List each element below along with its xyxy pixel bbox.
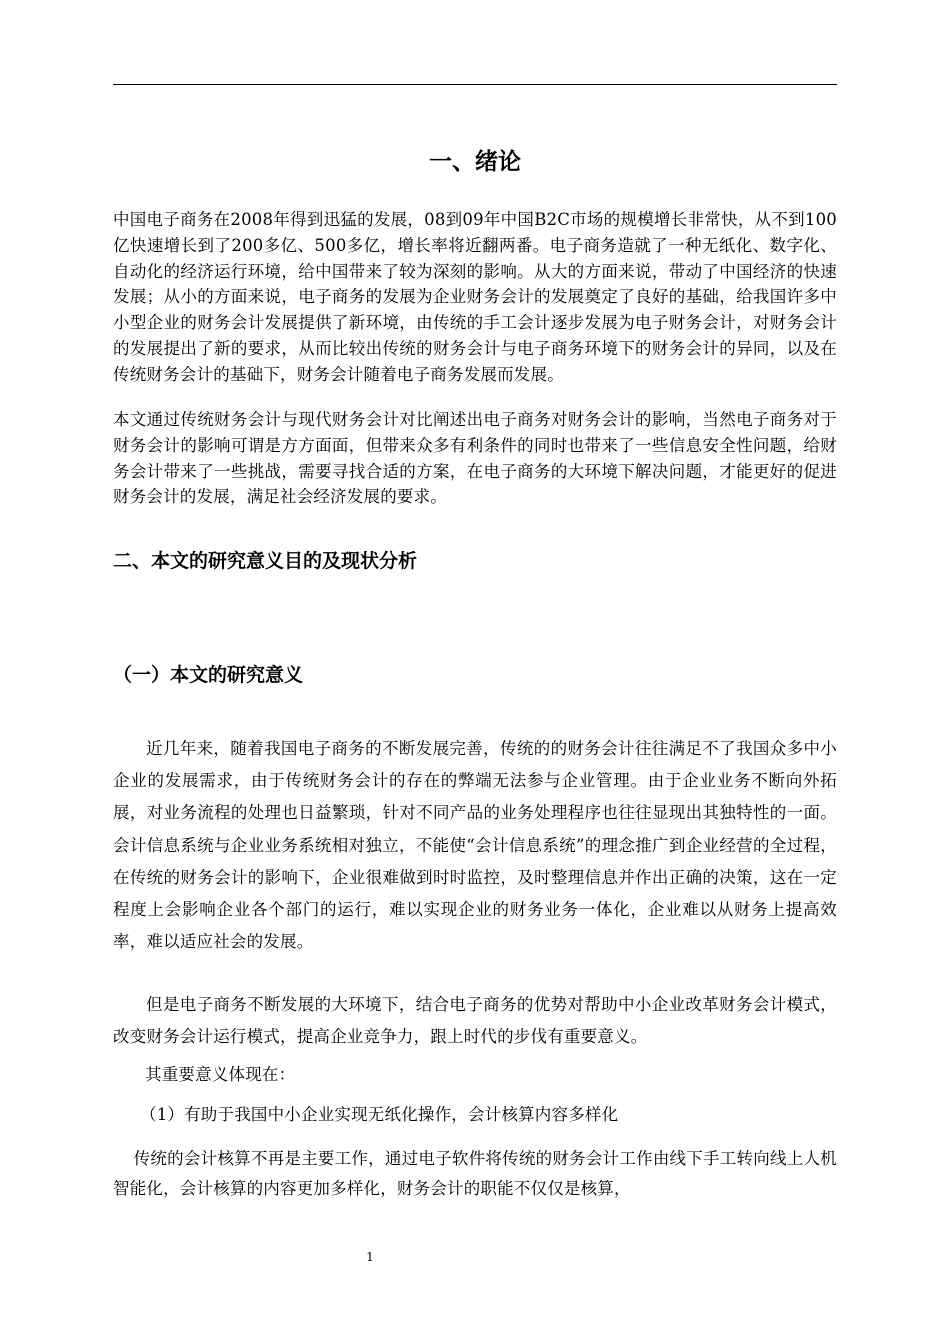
- body-paragraph-1: 近几年来，随着我国电子商务的不断发展完善，传统的的财务会计往往满足不了我国众多中小企业的发展需求，由于传统财务会计的存在的弊端无法参与企业管理。由于企业业务不断向外拓展，对业务流程的处理也日益繁琐，针对不同产品的业务处理程序也往往显现出其独特性的一面。会计信息系统与企业业务系统相对独立，不能使“会计信息系统”的理念推广到企业经营的全过程，在传统的财务会计的影响下，企业很难做到时时监控，及时整理信息并作出正确的决策，这在一定程度上会影响企业各个部门的运行，难以实现企业的财务业务一体化，企业难以从财务上提高效率，难以适应社会的发展。: [113, 739, 837, 952]
- body-paragraph-2: 但是电子商务不断发展的大环境下，结合电子商务的优势对帮助中小企业改革财务会计模式，改变财务会计运行模式，提高企业竞争力，跟上时代的步伐有重要意义。: [113, 995, 837, 1047]
- section-heading: 二、本文的研究意义目的及现状分析: [113, 550, 418, 572]
- intro-paragraph-2: 本文通过传统财务会计与现代财务会计对比阐述出电子商务对财务会计的影响，当然电子商务对于财务会计的影响可谓是方方面面，但带来众多有利条件的同时也带来了一些信息安全性问题，给财务会计带来了一些挑战，需要寻找合适的方案，在电子商务的大环境下解决问题，才能更好的促进财务会计的发展，满足社会经济发展的要求。: [113, 410, 837, 507]
- body-paragraph-4: 传统的会计核算不再是主要工作，通过电子软件将传统的财务会计工作由线下手工转向线上人机智能化，会计核算的内容更加多样化，财务会计的职能不仅仅是核算，: [113, 1149, 837, 1198]
- intro-paragraph-1: 中国电子商务在2008年得到迅猛的发展，08到09年中国B2C市场的规模增长非常快，从不到100亿快速增长到了200多亿、500多亿，增长率将近翻两番。电子商务造就了一种无纸化、数字化、自动化的经济运行环境，给中国带来了较为深刻的影响。从大的方面来说，带动了中国经济的快速发展；从小的方面来说，电子商务的发展为企业财务会计的发展奠定了良好的基础，给我国许多中小型企业的财务会计发展提供了新环境，由传统的手工会计逐步发展为电子财务会计，对财务会计的发展提出了新的要求，从而比较出传统的财务会计与电子商务环境下的财务会计的异同，以及在传统财务会计的基础下，财务会计随着电子商务发展而发展。: [113, 210, 837, 384]
- page-number: 1: [366, 1250, 374, 1264]
- subsection-heading: （一）本文的研究意义: [113, 664, 304, 686]
- header-rule: [113, 84, 837, 85]
- body-paragraph-3: 其重要意义体现在：: [145, 1065, 296, 1084]
- list-item-1: （1）有助于我国中小企业实现无纸化操作，会计核算内容多样化: [140, 1105, 619, 1124]
- page-title: 一、绪论: [429, 149, 521, 175]
